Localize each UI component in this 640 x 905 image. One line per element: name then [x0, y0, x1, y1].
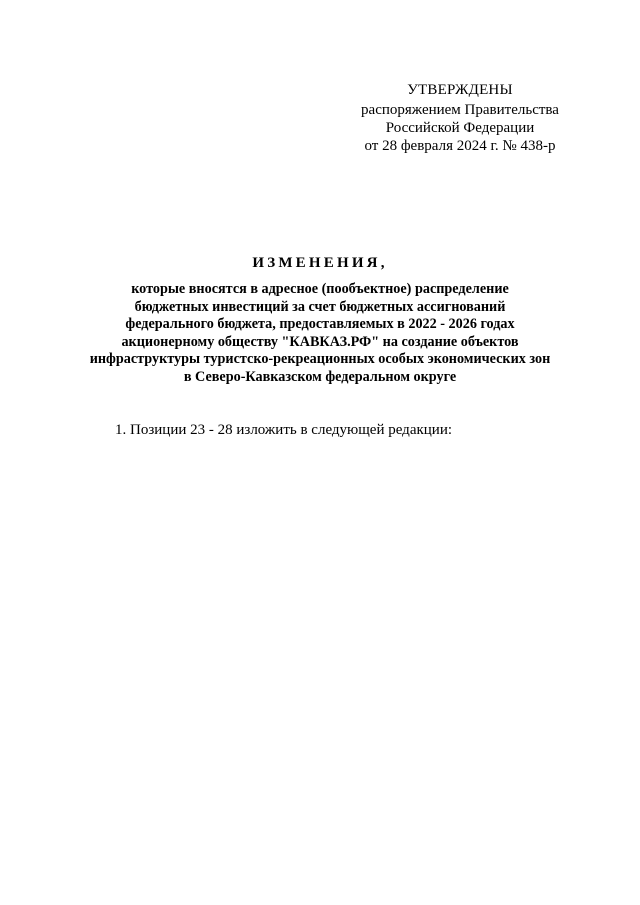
title-line-5: инфраструктуры туристско-рекреационных особых экономических зон: [89, 351, 551, 368]
title-line-4: акционерному обществу "КАВКАЗ.РФ" на создание объектов: [121, 333, 519, 350]
title-line-3: федерального бюджета, предоставляемых в 2022 - 2026 годах: [125, 316, 515, 333]
approval-line-date: от 28 февраля 2024 г. № 438-р: [364, 138, 556, 154]
document-title: [40, 254, 600, 387]
title-line-2: бюджетных инвестиций за счет бюджетных ассигнований: [134, 298, 506, 315]
title-line-6: в Северо-Кавказском федеральном округе: [183, 368, 457, 385]
body-item-1: 1. Позиции 23 - 28 изложить в следующей редакции:: [115, 422, 453, 438]
title-line-1: которые вносятся в адресное (пообъектное) распределение: [131, 281, 509, 297]
approval-stamp: [340, 81, 580, 155]
title-heading: ИЗМЕНЕНИЯ,: [252, 255, 388, 271]
approval-line-government: Российской Федерации: [385, 120, 535, 136]
approval-heading: УТВЕРЖДЕНЫ: [407, 82, 513, 98]
approval-line-decree: распоряжением Правительства: [361, 102, 559, 118]
